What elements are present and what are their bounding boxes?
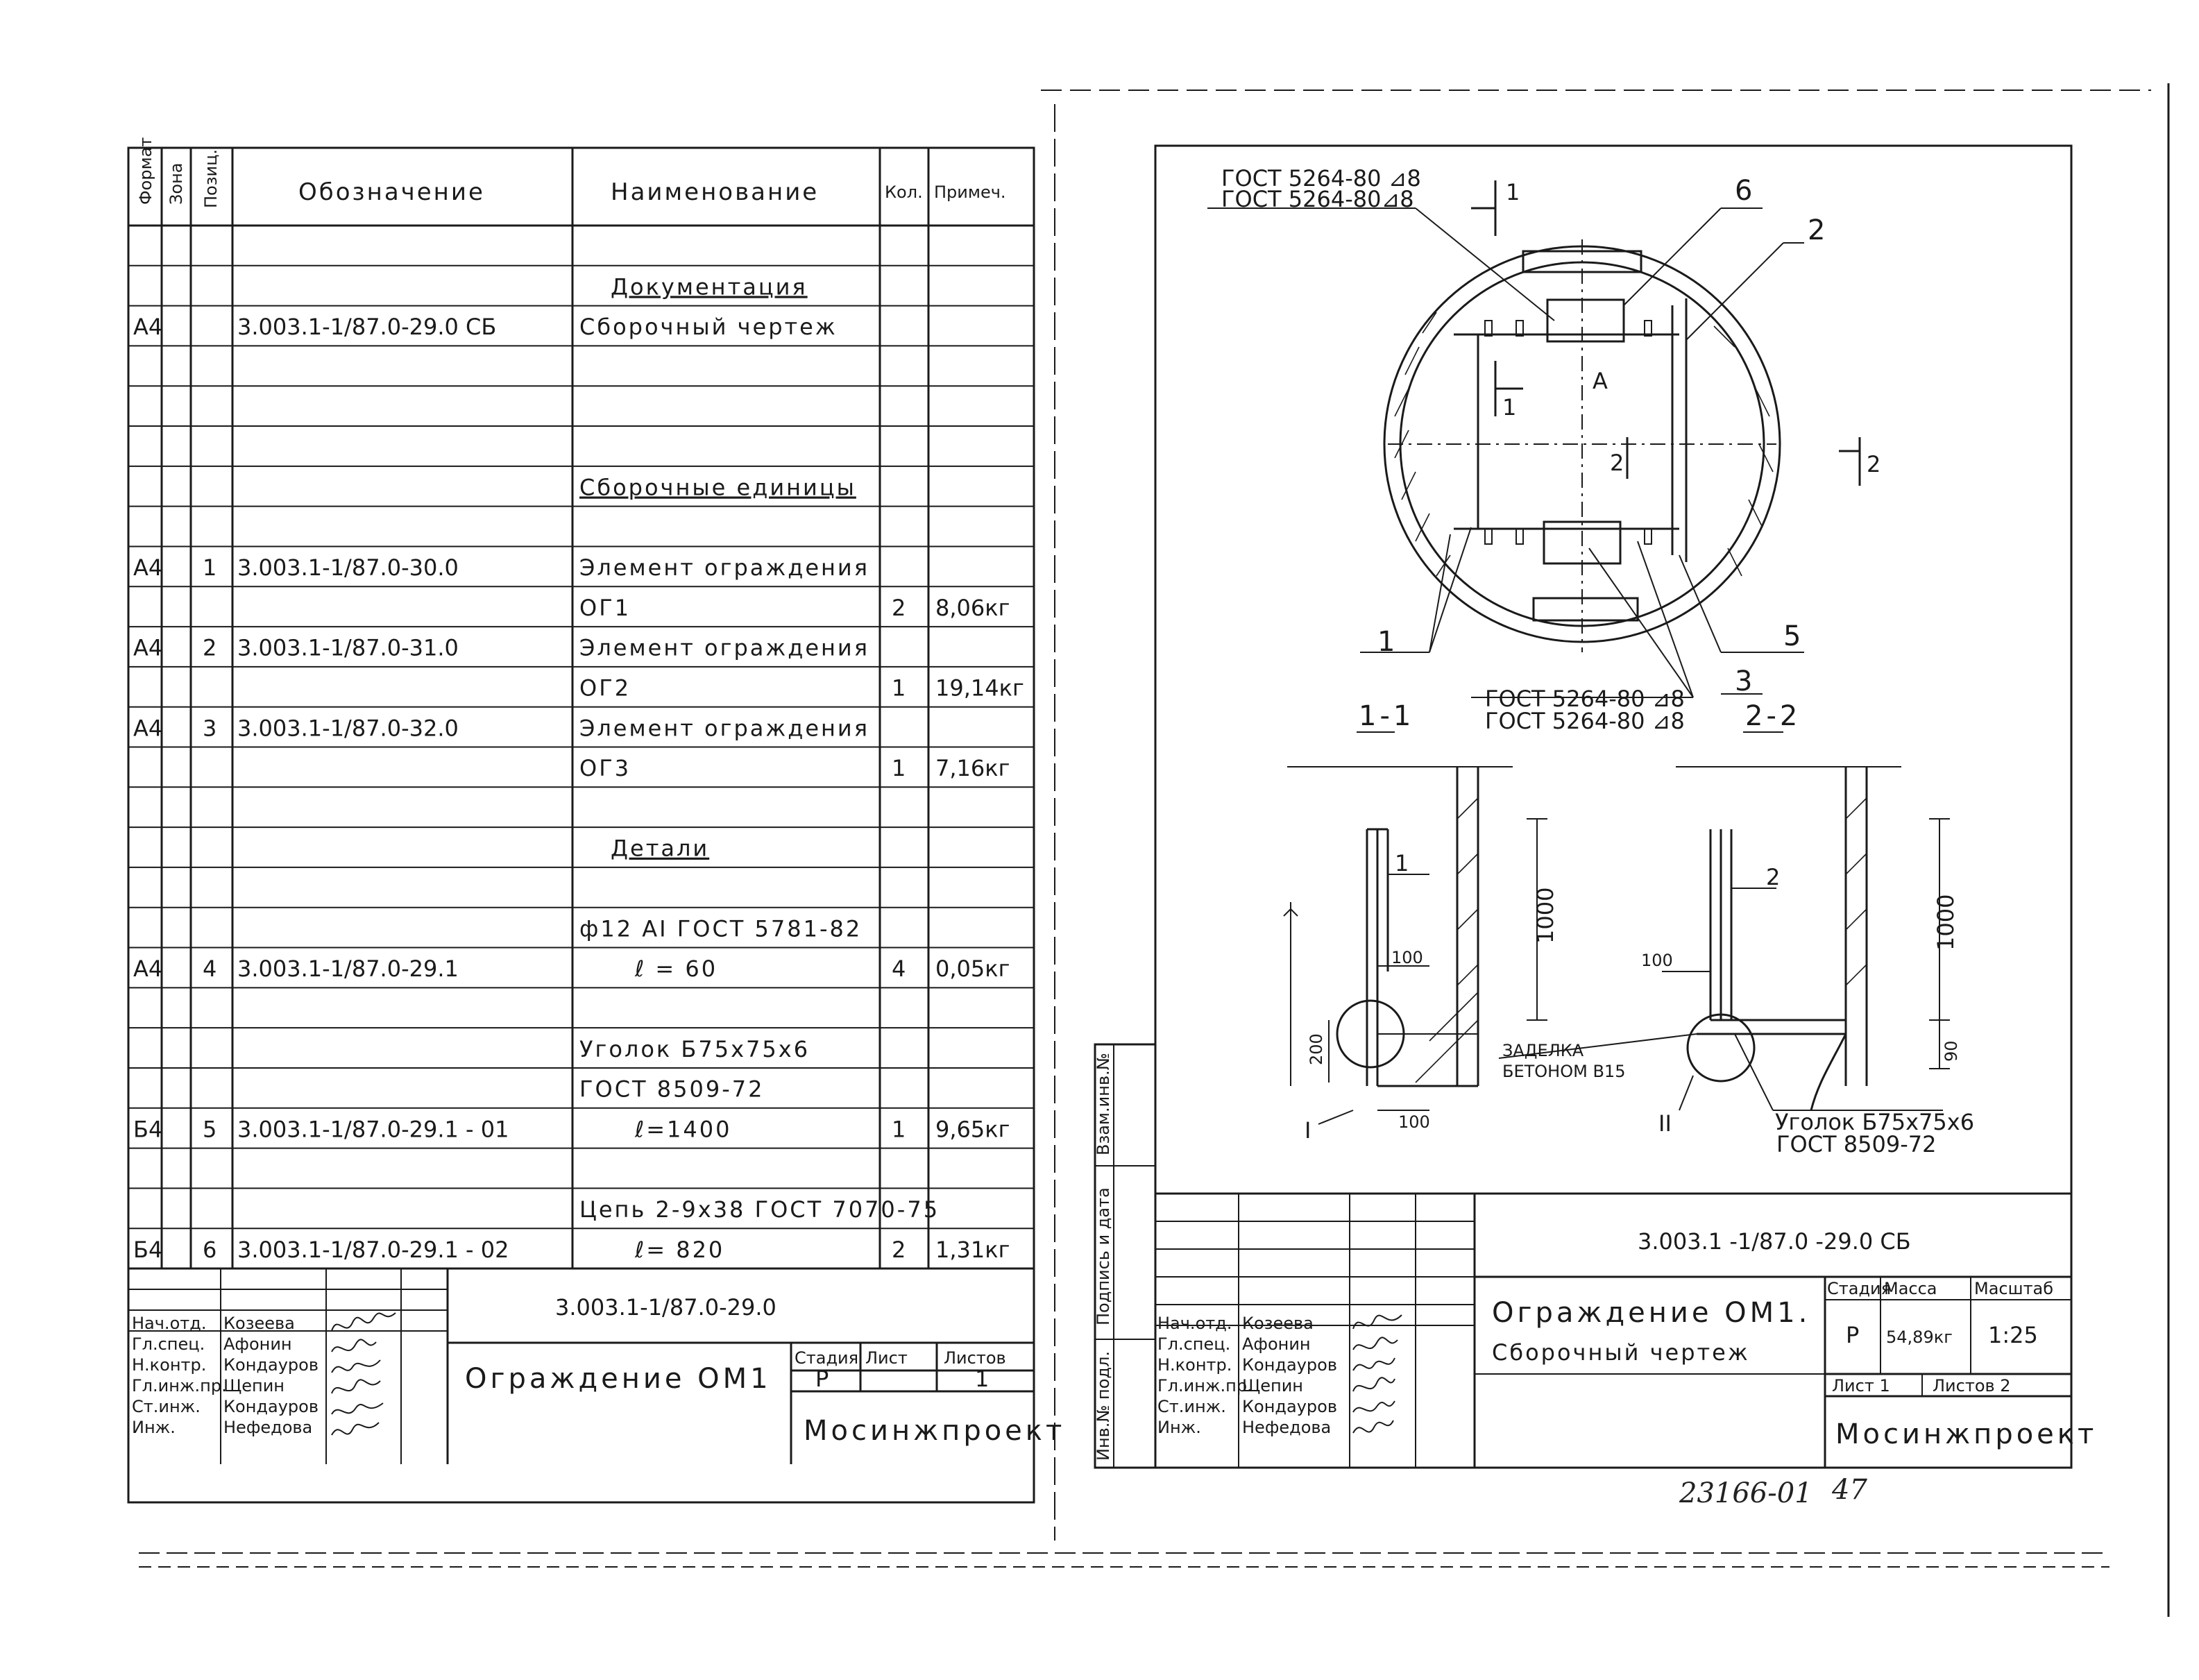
stamp-person: Афонин — [223, 1334, 292, 1354]
stamp-person: Кондауров — [1242, 1397, 1337, 1416]
row-designation: 3.003.1-1/87.0-29.1 - 01 — [237, 1116, 509, 1143]
stamp-person: Нефедова — [223, 1418, 313, 1437]
row-format: А4 — [133, 956, 163, 983]
stamp-role: Ст.инж. — [1157, 1397, 1226, 1416]
header-designation: Обозначение — [298, 178, 485, 206]
row-name: Цепь 2-9х38 ГОСТ 7070-75 — [579, 1196, 940, 1223]
row-designation: 3.003.1-1/87.0-30.0 — [237, 554, 459, 582]
row-designation: 3.003.1-1/87.0-29.0 СБ — [237, 314, 497, 341]
row-format: Б4 — [133, 1116, 163, 1143]
row-note: 19,14кг — [935, 674, 1024, 702]
row-position: 2 — [203, 634, 217, 661]
section-2-callout: 2 — [1766, 864, 1781, 890]
stamp-person: Афонин — [1242, 1334, 1311, 1354]
section-1-callout: 1 — [1395, 850, 1409, 876]
section-2-2 — [1499, 767, 1974, 1157]
right-stamp-stage-label: Стадия — [1827, 1279, 1892, 1298]
row-format: А4 — [133, 715, 163, 742]
stamp-person: Кондауров — [1242, 1355, 1337, 1375]
row-position: 1 — [203, 554, 217, 582]
section-1-1 — [1284, 767, 1559, 1144]
node-II-label: II — [1658, 1110, 1672, 1137]
left-stamp-org: Мосинжпроект — [804, 1415, 1066, 1447]
row-name: ОГ1 — [579, 594, 631, 621]
row-position: 5 — [203, 1116, 217, 1143]
row-designation: 3.003.1-1/87.0-29.1 - 02 — [237, 1236, 509, 1263]
weld-top-2: ГОСТ 5264-80⊿8 — [1221, 186, 1414, 212]
row-name: ℓ=1400 — [635, 1116, 732, 1143]
section-2-2-label: 2-2 — [1745, 700, 1801, 732]
view-a-label: А — [1593, 368, 1608, 394]
dim-100-b: 100 — [1398, 1112, 1430, 1132]
header-format: Формат — [136, 137, 155, 205]
row-format: А4 — [133, 314, 163, 341]
left-stamp-sheets-label: Листов — [944, 1348, 1006, 1368]
node-I-label: I — [1305, 1117, 1311, 1144]
stamp-role: Гл.инж.пр. — [132, 1376, 227, 1395]
right-stamp-people — [1157, 1314, 1337, 1437]
spec-rows — [128, 266, 1034, 1269]
cut-2-centre: 2 — [1610, 450, 1624, 476]
side-column — [1094, 1044, 1155, 1468]
callout-1: 1 — [1377, 626, 1399, 658]
dim-100-a: 100 — [1391, 948, 1423, 967]
right-stamp-mass-label: Масса — [1884, 1279, 1937, 1298]
page-number: 47 — [1832, 1474, 1867, 1506]
weld-top-1: ГОСТ 5264-80 ⊿8 — [1221, 165, 1421, 192]
stamp-role: Инж. — [1157, 1418, 1201, 1437]
stamp-person: Щепин — [223, 1376, 285, 1395]
left-stamp-stage-label: Стадия — [795, 1348, 859, 1368]
specification-sheet — [128, 137, 1065, 1502]
left-stamp — [128, 1269, 1065, 1464]
cut-2-right: 2 — [1867, 451, 1881, 477]
right-stamp-scale: 1:25 — [1988, 1322, 2038, 1348]
stamp-role: Н.контр. — [1157, 1355, 1232, 1375]
stamp-role: Инж. — [132, 1418, 176, 1437]
right-stamp-stage: Р — [1846, 1322, 1860, 1348]
side-sign-date: Подпись и дата — [1094, 1187, 1113, 1325]
row-name: Сборочные единицы — [579, 474, 856, 501]
row-format: А4 — [133, 554, 163, 582]
stamp-role: Гл.спец. — [1157, 1334, 1231, 1354]
right-stamp-title-1: Ограждение ОМ1. — [1492, 1297, 1811, 1329]
left-stamp-sheets: 1 — [975, 1366, 990, 1392]
row-name: ф12 АI ГОСТ 5781-82 — [579, 915, 863, 942]
header-zone: Зона — [167, 162, 186, 205]
row-qty: 1 — [892, 1116, 906, 1143]
row-name: Элемент ограждения — [579, 634, 869, 661]
row-qty: 1 — [892, 755, 906, 782]
row-position: 4 — [203, 956, 217, 983]
dim-1000-left: 1000 — [1532, 887, 1559, 944]
stamp-person: Кондауров — [223, 1355, 319, 1375]
left-stamp-doc-number: 3.003.1-1/87.0-29.0 — [555, 1294, 776, 1321]
header-qty: Кол. — [885, 183, 923, 202]
stamp-person: Козеева — [223, 1314, 295, 1333]
archive-number: 23166-01 — [1679, 1477, 1812, 1509]
row-qty: 2 — [892, 594, 906, 621]
row-name: ℓ= 820 — [635, 1236, 725, 1263]
row-designation: 3.003.1-1/87.0-32.0 — [237, 715, 459, 742]
row-name: Детали — [611, 835, 710, 862]
embed-line-2: БЕТОНОМ В15 — [1502, 1062, 1626, 1081]
callout-5: 5 — [1783, 620, 1805, 652]
left-stamp-people — [132, 1314, 319, 1437]
stamp-role: Н.контр. — [132, 1355, 207, 1375]
row-name: ℓ = 60 — [635, 956, 718, 983]
row-designation: 3.003.1-1/87.0-31.0 — [237, 634, 459, 661]
row-note: 7,16кг — [935, 755, 1010, 782]
angle-label-2: ГОСТ 8509-72 — [1776, 1131, 1937, 1157]
row-format: А4 — [133, 634, 163, 661]
right-stamp-scale-label: Масштаб — [1974, 1279, 2054, 1298]
callout-2: 2 — [1808, 214, 1829, 246]
row-format: Б4 — [133, 1236, 163, 1263]
dim-90: 90 — [1942, 1040, 1961, 1062]
right-stamp-doc-number: 3.003.1 -1/87.0 -29.0 СБ — [1638, 1228, 1911, 1255]
row-name: Уголок Б75х75х6 — [579, 1035, 810, 1062]
header-note: Примеч. — [934, 183, 1006, 202]
stamp-person: Кондауров — [223, 1397, 319, 1416]
section-1-1-label: 1-1 — [1359, 700, 1415, 732]
row-note: 8,06кг — [935, 594, 1010, 621]
right-stamp-mass: 54,89кг — [1886, 1327, 1953, 1347]
dim-200: 200 — [1307, 1033, 1326, 1065]
row-position: 3 — [203, 715, 217, 742]
side-inv-sub: Взам.инв.№ — [1094, 1053, 1113, 1155]
drawing-frame — [1155, 146, 2071, 1468]
row-name: Элемент ограждения — [579, 715, 869, 742]
header-position: Позиц. — [201, 149, 221, 208]
right-stamp — [1155, 1194, 2097, 1468]
stamp-person: Щепин — [1242, 1376, 1303, 1395]
plan-view — [1207, 165, 1880, 734]
row-name: ОГ3 — [579, 755, 631, 782]
cut-1-top: 1 — [1506, 179, 1520, 205]
row-qty: 2 — [892, 1236, 906, 1263]
stamp-role: Ст.инж. — [132, 1397, 201, 1416]
row-name: ГОСТ 8509-72 — [579, 1076, 765, 1103]
stamp-role: Гл.спец. — [132, 1334, 205, 1354]
row-name: Сборочный чертеж — [579, 314, 838, 341]
left-stamp-title: Ограждение ОМ1 — [465, 1363, 772, 1395]
weld-bottom-1: ГОСТ 5264-80 ⊿8 — [1485, 686, 1685, 712]
left-stamp-stage: Р — [815, 1366, 829, 1392]
left-stamp-sheet-label: Лист — [865, 1348, 908, 1368]
angle-label-1: Уголок Б75х75х6 — [1775, 1109, 1975, 1135]
header-name: Наименование — [611, 178, 820, 206]
stamp-person: Нефедова — [1242, 1418, 1332, 1437]
weld-bottom-2: ГОСТ 5264-80 ⊿8 — [1485, 708, 1685, 734]
row-note: 9,65кг — [935, 1116, 1010, 1143]
callout-6: 6 — [1735, 175, 1756, 207]
right-stamp-org: Мосинжпроект — [1835, 1418, 2098, 1450]
stamp-role: Гл.инж.пр. — [1157, 1376, 1253, 1395]
right-signatures — [1353, 1315, 1402, 1433]
row-qty: 1 — [892, 674, 906, 702]
dim-1000-right: 1000 — [1933, 894, 1959, 951]
stamp-role: Нач.отд. — [132, 1314, 207, 1333]
row-qty: 4 — [892, 956, 906, 983]
row-designation: 3.003.1-1/87.0-29.1 — [237, 956, 459, 983]
side-inv-orig: Инв.№ подл. — [1094, 1351, 1113, 1461]
right-stamp-title-2: Сборочный чертеж — [1492, 1339, 1750, 1366]
row-name: Документация — [611, 273, 808, 300]
row-name: Элемент ограждения — [579, 554, 869, 582]
dim-100-c: 100 — [1641, 951, 1673, 970]
cut-1-bottom: 1 — [1502, 394, 1517, 421]
right-stamp-sheet: Лист 1 — [1832, 1376, 1890, 1395]
callout-3: 3 — [1735, 665, 1756, 697]
right-stamp-sheets: Листов 2 — [1933, 1376, 2011, 1395]
stamp-person: Козеева — [1242, 1314, 1314, 1333]
row-name: ОГ2 — [579, 674, 631, 702]
row-note: 0,05кг — [935, 956, 1010, 983]
row-position: 6 — [203, 1236, 217, 1263]
embed-line-1: ЗАДЕЛКА — [1502, 1041, 1584, 1060]
row-note: 1,31кг — [935, 1236, 1010, 1263]
assembly-drawing-sheet — [1094, 146, 2097, 1468]
stamp-role: Нач.отд. — [1157, 1314, 1232, 1333]
